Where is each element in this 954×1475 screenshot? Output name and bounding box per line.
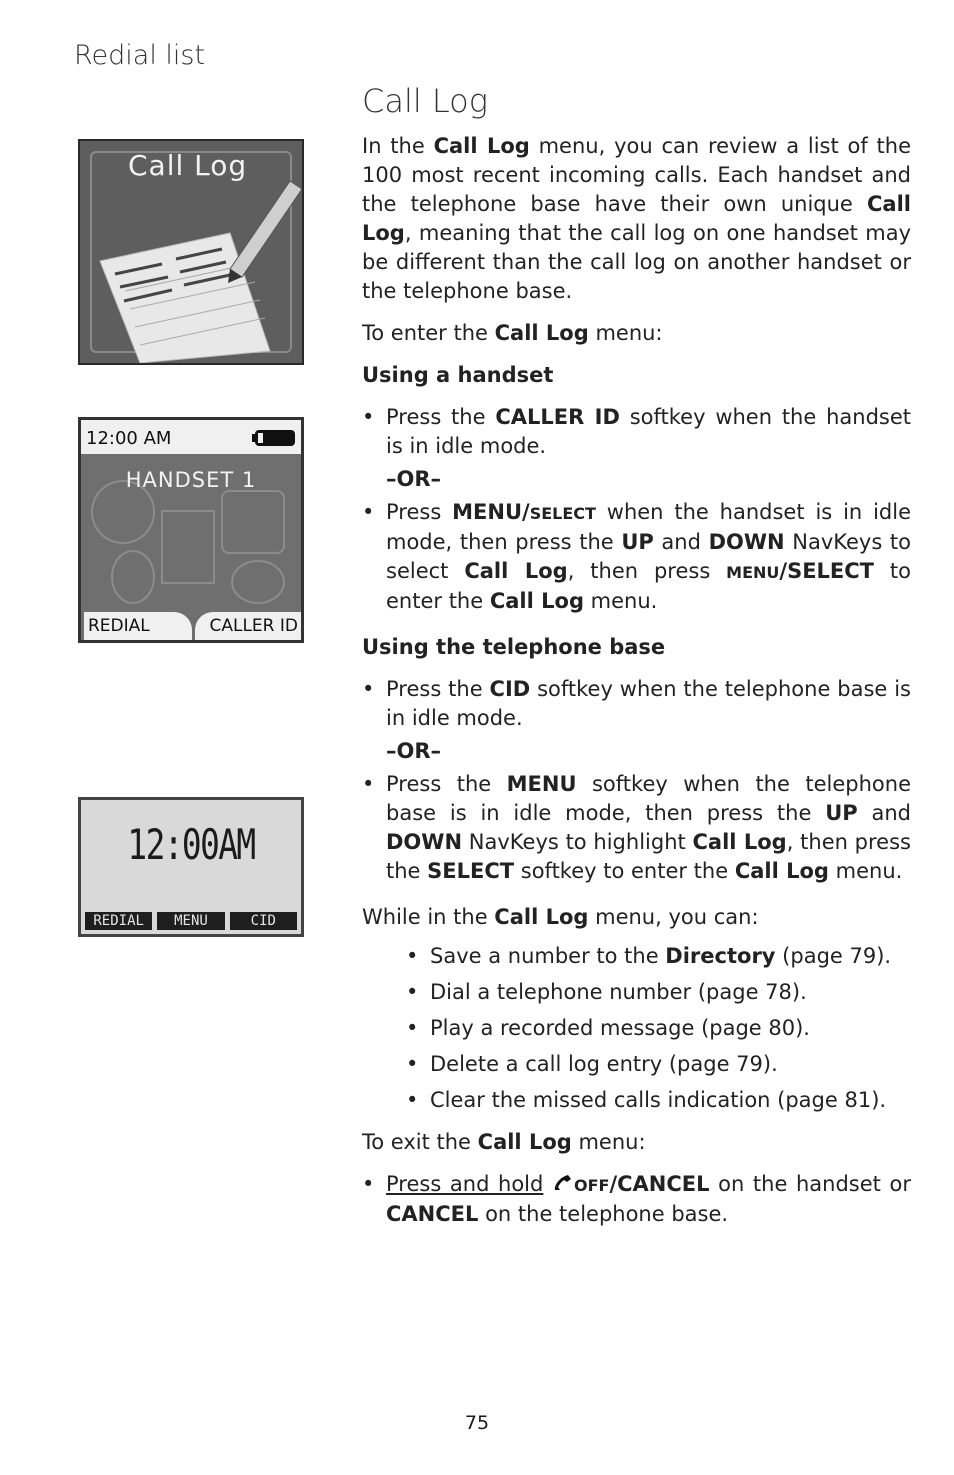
or-separator: –OR– <box>386 739 442 763</box>
list-item: • Clear the missed calls indication (page 81). <box>406 1088 887 1112</box>
list-item: • Press and hold OFF/CANCEL on the handset or CANCEL on the telephone base. <box>362 1172 911 1226</box>
list-item: • Press MENU/SELECT when the handset is in idle mode, then press the UP and DOWN NavKeys to select Call Log, then press MENU/SELECT to enter the Call Log menu. <box>362 500 912 613</box>
clock-text: 12:00 AM <box>86 428 172 449</box>
enter-instruction: To enter the Call Log menu: <box>362 321 663 345</box>
intro-paragraph: In the Call Log menu, you can review a list of the 100 most recent incoming calls. Each handset and the telephone base have their own unique Call Log, meaning that the call log on one handset may be different than the call log on another handset or the telephone base. <box>362 134 911 303</box>
softkey-redial: REDIAL <box>84 612 192 640</box>
section-header: Redial list <box>74 40 206 71</box>
base-heading: Using the telephone base <box>362 635 666 659</box>
exit-instruction: To exit the Call Log menu: <box>362 1130 646 1154</box>
base-key-menu: MENU <box>157 912 224 930</box>
page-title: Call Log <box>362 82 488 120</box>
list-item: • Press the CID softkey when the telephone base is in idle mode. <box>362 677 912 730</box>
list-item: • Press the CALLER ID softkey when the handset is in idle mode. <box>362 405 911 458</box>
list-item: • Press the MENU softkey when the telephone base is in idle mode, then press the UP and DOWN NavKeys to highlight Call Log, then press the SELECT softkey to enter the Call Log menu. <box>362 772 911 883</box>
list-item: • Delete a call log entry (page 79). <box>406 1052 778 1076</box>
figure-caption: Call Log <box>128 149 248 182</box>
base-clock: 12:00AM <box>127 820 255 869</box>
base-key-cid: CID <box>230 912 297 930</box>
battery-icon <box>251 429 297 447</box>
call-log-illustration <box>78 139 304 365</box>
status-bar <box>81 420 301 454</box>
handset-idle-screen <box>78 417 304 643</box>
list-item: • Play a recorded message (page 80). <box>406 1016 810 1040</box>
while-instruction: While in the Call Log menu, you can: <box>362 905 759 929</box>
phone-off-icon <box>552 1173 574 1193</box>
softkey-caller-id: CALLER ID <box>195 612 301 640</box>
can-list <box>406 942 911 1115</box>
handset-heading: Using a handset <box>362 363 554 387</box>
base-key-redial: REDIAL <box>85 912 152 930</box>
body-text <box>362 132 911 1229</box>
list-item: • Save a number to the Directory (page 79). <box>406 944 892 968</box>
list-item: • Dial a telephone number (page 78). <box>406 980 807 1004</box>
base-lcd-screen <box>78 797 304 937</box>
page-number: 75 <box>464 1412 490 1434</box>
handset-name: HANDSET 1 <box>125 468 257 492</box>
or-separator: –OR– <box>386 467 442 491</box>
